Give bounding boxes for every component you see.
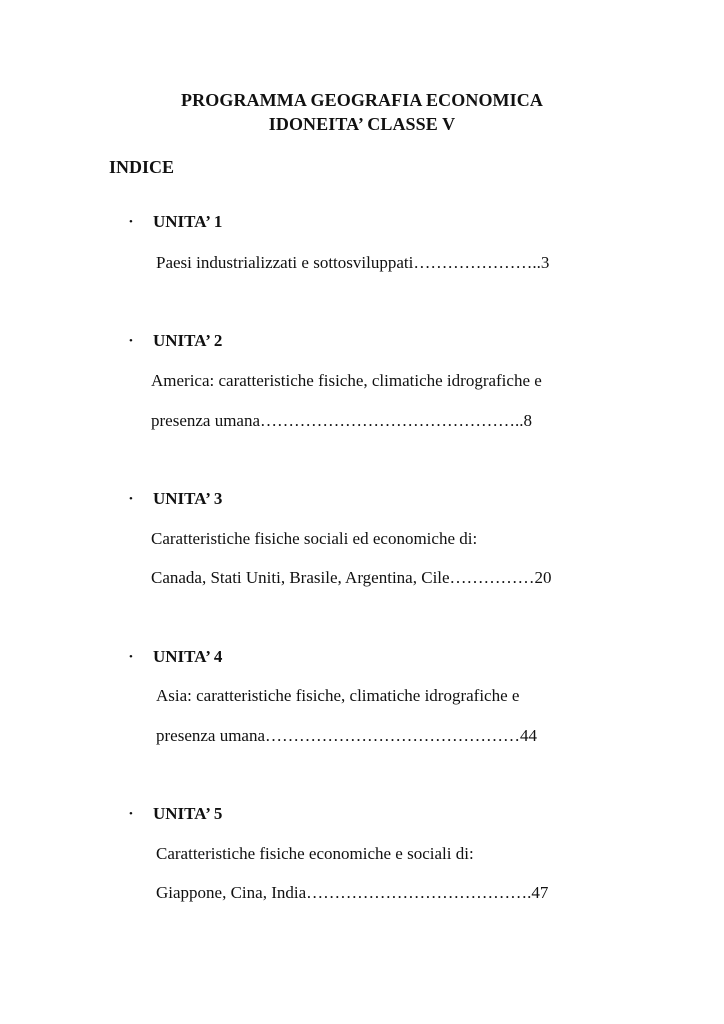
document-title-line-2: IDONEITA’ CLASSE V [268,114,456,134]
unit-4-entry-line-1: Asia: caratteristiche fisiche, climatiche idrografiche e [156,686,520,705]
document-title-line-1: PROGRAMMA GEOGRAFIA ECONOMICA [181,90,543,110]
unit-2-entry-line-2: presenza umana………………………………………..8 [151,411,533,430]
unit-5-title: UNITA’ 5 [153,804,223,823]
unit-5-entry-line-1: Caratteristiche fisiche economiche e sociali di: [156,844,474,863]
bullet-icon: • [129,335,133,347]
unit-4-title: UNITA’ 4 [153,647,223,666]
unit-1-entry-line-1: Paesi industrializzati e sottosviluppati…………………..3 [156,253,550,272]
bullet-icon: • [129,493,133,505]
bullet-icon: • [129,808,133,820]
unit-1-title: UNITA’ 1 [153,212,223,231]
unit-4-entry-line-2: presenza umana………………………………………44 [156,726,538,745]
unit-5-entry-line-2: Giappone, Cina, India………………………………….47 [156,883,549,902]
unit-3-entry-line-1: Caratteristiche fisiche sociali ed economiche di: [151,529,478,548]
unit-3-entry-line-2: Canada, Stati Uniti, Brasile, Argentina, Cile……………20 [151,568,552,587]
bullet-icon: • [129,216,133,228]
unit-2-title: UNITA’ 2 [153,331,223,350]
unit-3-title: UNITA’ 3 [153,489,223,508]
bullet-icon: • [129,651,133,663]
index-heading: INDICE [109,157,175,177]
unit-2-entry-line-1: America: caratteristiche fisiche, climatiche idrografiche e [151,371,542,390]
